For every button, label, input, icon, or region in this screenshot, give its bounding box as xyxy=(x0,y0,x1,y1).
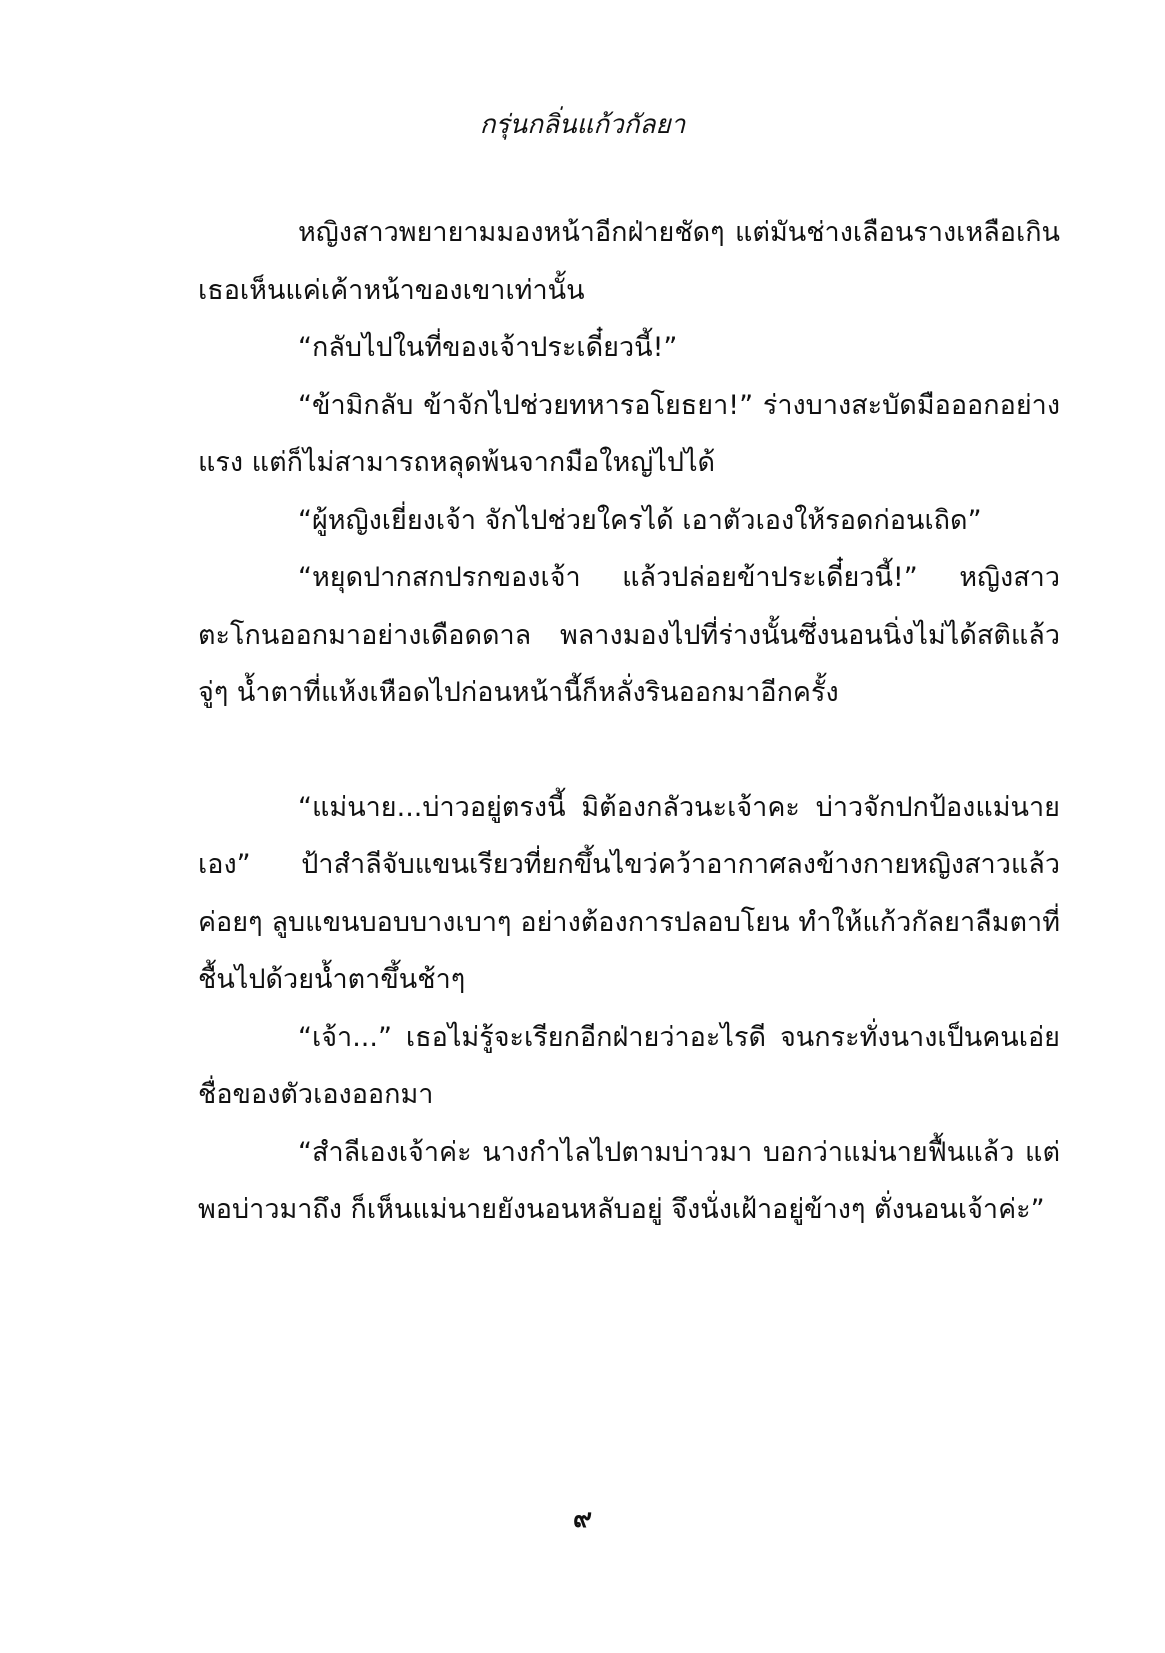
dialogue-line: “หยุดปากสกปรกของเจ้า แล้วปล่อยข้าประเดี๋ยวนี้!” หญิงสาวตะโกนออกมาอย่างเดือดดาล พลางมองไปที่ร่างนั้นซึ่งนอนนิ่งไม่ได้สติแล้วจู่ๆ น้ำตาที่แห้งเหือดไปก่อนหน้านี้ก็หลั่งรินออกมาอีกครั้ง xyxy=(198,562,1060,708)
running-header-title: กรุ่นกลิ่นแก้วกัลยา xyxy=(479,110,686,140)
dialogue-line: “เจ้า...” เธอไม่รู้จะเรียกอีกฝ่ายว่าอะไรดี จนกระทั่งนางเป็นคนเอ่ยชื่อของตัวเองออกมา xyxy=(198,1021,1060,1110)
paragraph: หญิงสาวพยายามมองหน้าอีกฝ่ายชัดๆ แต่มันช่างเลือนรางเหลือเกิน เธอเห็นแค่เค้าหน้าของเขาเท่านั้น xyxy=(198,217,1060,306)
dialogue-line: “สำลีเองเจ้าค่ะ นางกำไลไปตามบ่าวมา บอกว่าแม่นายฟื้นแล้ว แต่พอบ่าวมาถึง ก็เห็นแม่นายยังนอนหลับอยู่ จึงนั่งเฝ้าอยู่ข้างๆ ตั่งนอนเจ้าค่ะ” xyxy=(198,1136,1060,1225)
dialogue-line: “แม่นาย...บ่าวอยู่ตรงนี้ มิต้องกลัวนะเจ้าคะ บ่าวจักปกป้องแม่นายเอง” ป้าสำลีจับแขนเรียวที่ยกขึ้นไขว่คว้าอากาศลงข้างกายหญิงสาวแล้วค่อยๆ ลูบแขนบอบบางเบาๆ อย่างต้องการปลอบโยน ทำให้แก้วกัลยาลืมตาที่ชื้นไปด้วยน้ำตาขึ้นช้าๆ xyxy=(198,791,1060,995)
body-text xyxy=(198,204,1060,1239)
dialogue-line: “กลับไปในที่ของเจ้าประเดี๋ยวนี้!” xyxy=(298,332,678,363)
dialogue-line: “ข้ามิกลับ ข้าจักไปช่วยทหารอโยธยา!” ร่างบางสะบัดมือออกอย่างแรง แต่ก็ไม่สามารถหลุดพ้นจากมือใหญ่ไปได้ xyxy=(198,389,1060,478)
dialogue-line: “ผู้หญิงเยี่ยงเจ้า จักไปช่วยใครได้ เอาตัวเองให้รอดก่อนเถิด” xyxy=(298,504,982,536)
page-number: ๙ xyxy=(572,1504,593,1534)
section-break xyxy=(198,722,1060,779)
